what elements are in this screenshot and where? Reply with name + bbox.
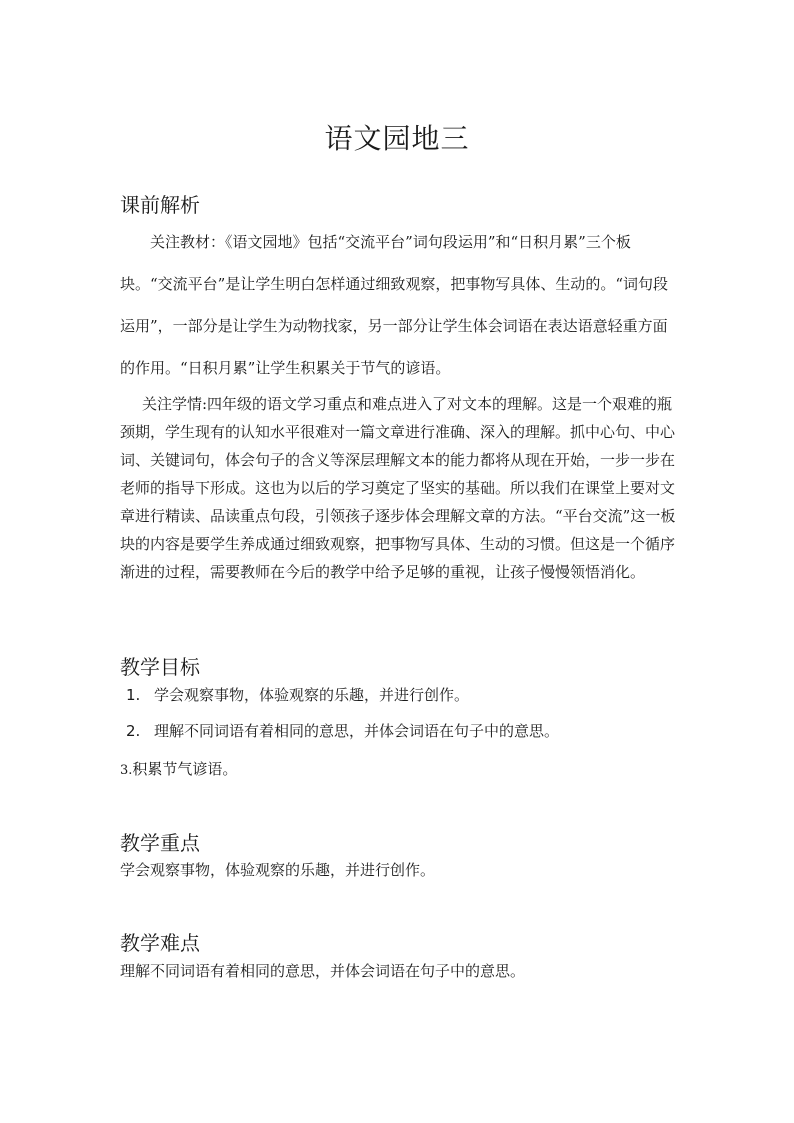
section-heading-goals: 教学目标: [120, 654, 200, 679]
goal-number: 2.: [126, 722, 141, 740]
difficulties-text: 理解不同词语有着相同的意思，并体会词语在句子中的意思。: [120, 962, 526, 980]
section-heading-difficulties: 教学难点: [120, 930, 200, 955]
goal-item-1: [120, 684, 469, 706]
goal-text: 理解不同词语有着相同的意思，并体会词语在句子中的意思。: [154, 722, 560, 740]
document-title: 语文园地三: [324, 121, 470, 155]
analysis-paragraph-textbook: 关注教材：《语文园地》包括“交流平台”词句段运用”和“日积月累”三个板块。“交流平台”是让学生明白怎样通过细致观察，把事物写具体、生动的。“词句段运用”，一部分是让学生为动物找家，另一部分让学生体会词语在表达语意轻重方面的作用。“日积月累”让学生积累关于节气的谚语。: [120, 233, 669, 377]
section-heading-key-points: 教学重点: [120, 830, 200, 855]
goal-item-3: [120, 758, 237, 782]
section-heading-analysis: 课前解析: [120, 192, 200, 217]
analysis-paragraph-students: 关注学情:四年级的语文学习重点和难点进入了对文本的理解。这是一个艰难的瓶颈期，学生现有的认知水平很难对一篇文章进行准确、深入的理解。抓中心句、中心词、关键词句，体会句子的含义等深层理解文本的能力都将从现在开始，一步一步在老师的指导下形成。这也为以后的学习奠定了坚实的基础。所以我们在课堂上要对文章进行精读、品读重点句段，引领孩子逐步体会理解文章的方法。“平台交流”这一板块的内容是要学生养成通过细致观察，把事物写具体、生动的习惯。但这是一个循序渐进的过程，需要教师在今后的教学中给予足够的重视，让孩子慢慢领悟消化。: [120, 395, 676, 581]
goal-number: 1.: [126, 686, 141, 704]
goal-text: 学会观察事物，体验观察的乐趣，并进行创作。: [154, 686, 470, 704]
key-points-text: 学会观察事物，体验观察的乐趣，并进行创作。: [120, 861, 436, 879]
goal-number: 3.: [120, 763, 133, 778]
goal-item-2: [120, 720, 559, 742]
goal-text: 积累节气谚语。: [132, 760, 238, 778]
